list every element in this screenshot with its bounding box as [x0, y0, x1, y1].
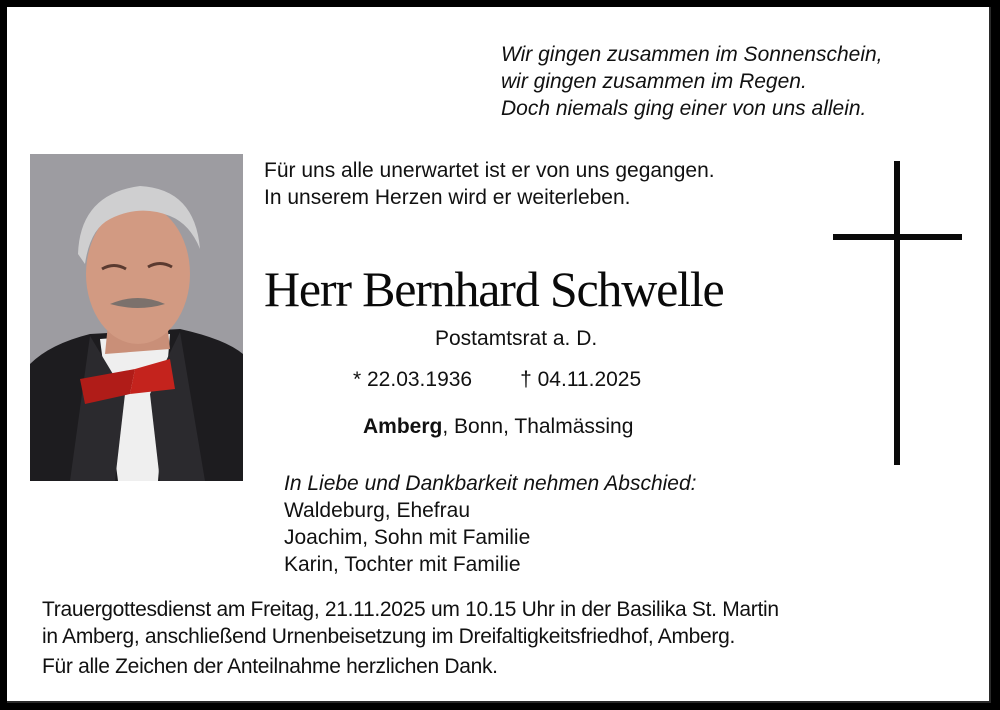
places-rest: , Bonn, Thalmässing [442, 415, 634, 438]
life-dates [353, 368, 641, 392]
mourner-item: Joachim, Sohn mit Familie [284, 526, 531, 549]
poem-line: Doch niemals ging einer von uns allein. [501, 97, 867, 120]
portrait-photo [30, 154, 243, 481]
thanks-line: Für alle Zeichen der Anteilnahme herzlichen Dank. [42, 655, 498, 678]
intro-line: In unserem Herzen wird er weiterleben. [264, 186, 631, 209]
service-line: Trauergottesdienst am Freitag, 21.11.2025 um 10.15 Uhr in der Basilika St. Martin [42, 598, 779, 621]
intro-line: Für uns alle unerwartet ist er von uns gegangen. [264, 159, 715, 182]
deceased-name: Herr Bernhard Schwelle [264, 261, 724, 317]
poem-line: Wir gingen zusammen im Sonnenschein, [501, 43, 883, 66]
service-info [42, 596, 779, 650]
mourners [284, 470, 697, 578]
service-line: in Amberg, anschließend Urnenbeisetzung im Dreifaltigkeitsfriedhof, Amberg. [42, 625, 736, 648]
poem-line: wir gingen zusammen im Regen. [501, 70, 807, 93]
deceased-title: Postamtsrat a. D. [435, 327, 598, 350]
mourner-item: Waldeburg, Ehefrau [284, 499, 470, 522]
intro-text [264, 157, 715, 211]
mourners-heading: In Liebe und Dankbarkeit nehmen Abschied: [284, 472, 697, 495]
cross-horizontal-bar [833, 234, 962, 240]
places [363, 415, 633, 439]
portrait-illustration [30, 154, 243, 481]
birth-date: * 22.03.1936 [353, 368, 473, 391]
obituary-card [7, 7, 991, 703]
death-date: † 04.11.2025 [520, 368, 642, 391]
cross-vertical-bar [894, 161, 900, 465]
mourner-item: Karin, Tochter mit Familie [284, 553, 521, 576]
poem [501, 41, 883, 122]
place-primary: Amberg [363, 415, 443, 438]
